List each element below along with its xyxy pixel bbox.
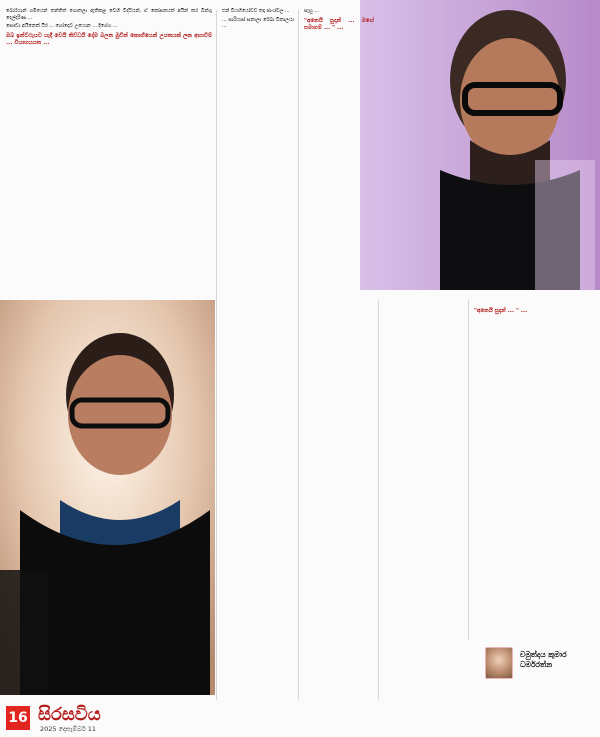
column-3-paragraph-1: සැහු ...: [304, 8, 319, 14]
column-2-paragraph-2: ... සාරියාස් සනාලා රේඛා විකාලයා ...: [222, 16, 294, 30]
page-footer: [0, 700, 600, 737]
article-column-4: [474, 305, 592, 645]
column-divider-2: [298, 10, 299, 700]
portrait-bottom-illustration: [0, 300, 215, 695]
bottom-left-portrait-photo: [0, 300, 215, 695]
column-4-quote: "අනෙයි සුදාන් ... " ...: [474, 308, 528, 314]
column-divider-4: [468, 300, 469, 640]
column-3-quote: "අනෙයි සුදාන් ... මහේ සමාගම් ... " ...: [304, 17, 374, 31]
portrait-top-illustration: [360, 0, 600, 290]
author-byline: චමුත්දය කුමාර ධර්මරත්න: [520, 650, 567, 669]
top-right-portrait-photo: [360, 0, 600, 290]
article-column-2: [222, 8, 294, 698]
column-1-paragraph-2: සෞඩා අයිනෙක් යිර ... ගෝදොට උයොන ... දිගේහ ...: [6, 23, 118, 30]
article-column-1: [6, 8, 212, 298]
article-column-3: [304, 8, 374, 698]
issue-date: 2025 දෙසැම්බර් 11: [40, 725, 96, 733]
column-1-paragraph-1: බොරියාන් ගමියෙන් තන්තිත් ගොතලා ඇතිකළ වෙහි විද්‍ථියන්, ඒ කෝපනයක් අයින් කර බින්ගු දෙල්දාරිණ ...: [6, 8, 212, 21]
column-divider-1: [216, 10, 217, 700]
column-2-paragraph-1: එන් වියහියෝවව තදා ජාංශ්වල ...: [222, 8, 290, 14]
author-avatar: [485, 647, 513, 679]
brand-logo-text: සිරසවිය: [38, 704, 101, 725]
column-divider-3: [378, 300, 379, 700]
page-number: 16: [6, 706, 30, 730]
column-1-question: ඔබ ඉන්ට්‍ථැයට යැදි වෙයි තිව්ධයි දෝම බලන මුවින් කොහියෙන් උයතයක් ලක අහාවීම් ... වියාභයයත ...: [6, 32, 212, 46]
